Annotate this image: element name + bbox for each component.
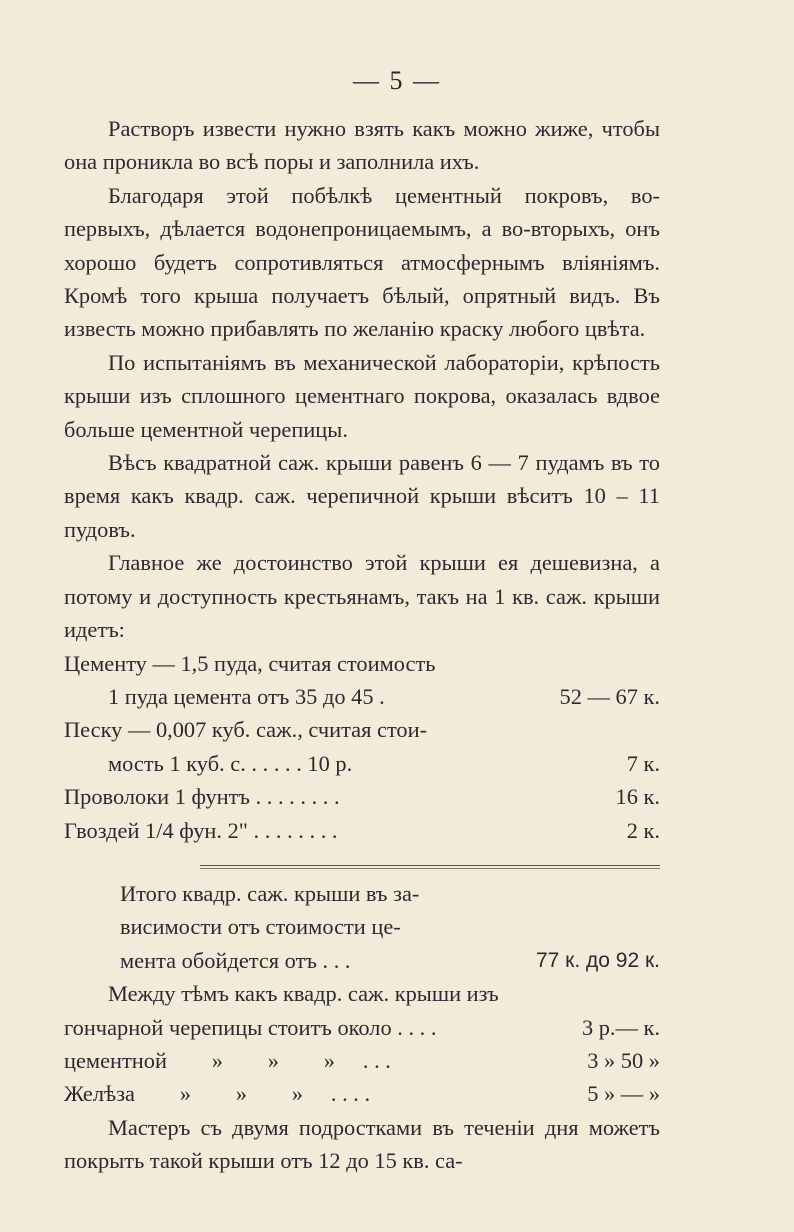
cost-sand-value: 7 к. — [626, 750, 660, 776]
cost-sand-line-2: мость 1 куб. с. . . . . . 10 р. — [108, 750, 353, 776]
cost-cement-line-2: 1 пуда цемента отъ 35 до 45 . — [108, 683, 385, 709]
cost-wire-label: Проволоки 1 фунтъ . . . . . . . . — [64, 784, 340, 810]
total-line-1: Итого квадр. саж. крыши въ за- — [120, 880, 420, 906]
cost-row-wire — [64, 780, 660, 813]
compare-row-pottery — [64, 1011, 660, 1044]
paragraph-whitewash-benefits: Благодаря этой побѣлкѣ цементный покровъ, во-первыхъ, дѣлается водонепроницаемымъ, а во-вторыхъ, онъ хорошо будетъ сопротивляться атмосфернымъ вліяніямъ. Кромѣ того крыша получаетъ бѣлый, опрятный видъ. Въ известь можно прибавлять по желанію краску любого цвѣта. — [64, 182, 660, 342]
compare-pottery-value: 3 р.— к. — [581, 1014, 660, 1040]
page-number: — 5 — — [353, 66, 441, 95]
total-line-2: висимости отъ стоимости це- — [120, 914, 401, 940]
body-text — [64, 112, 660, 1178]
compare-iron-label: Желѣза » » » . . . . — [64, 1081, 371, 1107]
compare-intro: Между тѣмъ какъ квадр. саж. крыши изъ — [108, 981, 499, 1007]
paragraph-master-work: Мастеръ съ двумя подростками въ теченіи дня можетъ покрыть такой крыши отъ 12 до 15 кв. са- — [64, 1114, 660, 1174]
compare-pottery-label: гончарной черепицы стоитъ около . . . . — [64, 1014, 437, 1040]
cost-wire-value: 16 к. — [615, 784, 660, 810]
cost-row-nails — [64, 814, 660, 847]
total-row — [64, 944, 660, 977]
compare-iron-value: 5 » — » — [587, 1081, 660, 1107]
paragraph-lime-solution: Растворъ извести нужно взять какъ можно жиже, чтобы она проникла во всѣ поры и заполнила ихъ. — [64, 116, 660, 175]
cost-row-cement — [64, 680, 660, 713]
paragraph-strength-tests: По испытаніямъ въ механической лабораторіи, крѣпость крыши изъ сплошного цементнаго покрова, оказалась вдвое больше цементной черепицы. — [64, 349, 660, 442]
total-line-3: мента обойдется отъ . . . — [120, 947, 351, 973]
cost-cement-value: 52 — 67 к. — [559, 683, 660, 709]
cost-cement-line-1: Цементу — 1,5 пуда, считая стоимость — [64, 650, 436, 676]
sum-divider — [64, 847, 660, 877]
cost-row-sand — [64, 747, 660, 780]
total-value: 77 к. до 92 к. — [535, 948, 660, 972]
paragraph-cheapness: Главное же достоинство этой крыши ея дешевизна, а потому и доступность крестьянамъ, такъ на 1 кв. саж. крыши идетъ: — [64, 550, 660, 643]
compare-cement-value: 3 » 50 » — [587, 1047, 660, 1073]
compare-row-cement — [64, 1044, 660, 1077]
cost-nails-label: Гвоздей 1/4 фун. 2" . . . . . . . . — [64, 817, 338, 843]
compare-row-iron — [64, 1077, 660, 1110]
cost-sand-line-1: Песку — 0,007 куб. саж., считая стои- — [64, 717, 428, 743]
paragraph-weight: Вѣсъ квадратной саж. крыши равенъ 6 — 7 пудамъ въ то время какъ квадр. саж. черепичной крыши вѣситъ 10 – 11 пудовъ. — [64, 450, 660, 542]
compare-cement-label: цементной » » » . . . — [64, 1047, 391, 1073]
cost-nails-value: 2 к. — [626, 817, 660, 843]
